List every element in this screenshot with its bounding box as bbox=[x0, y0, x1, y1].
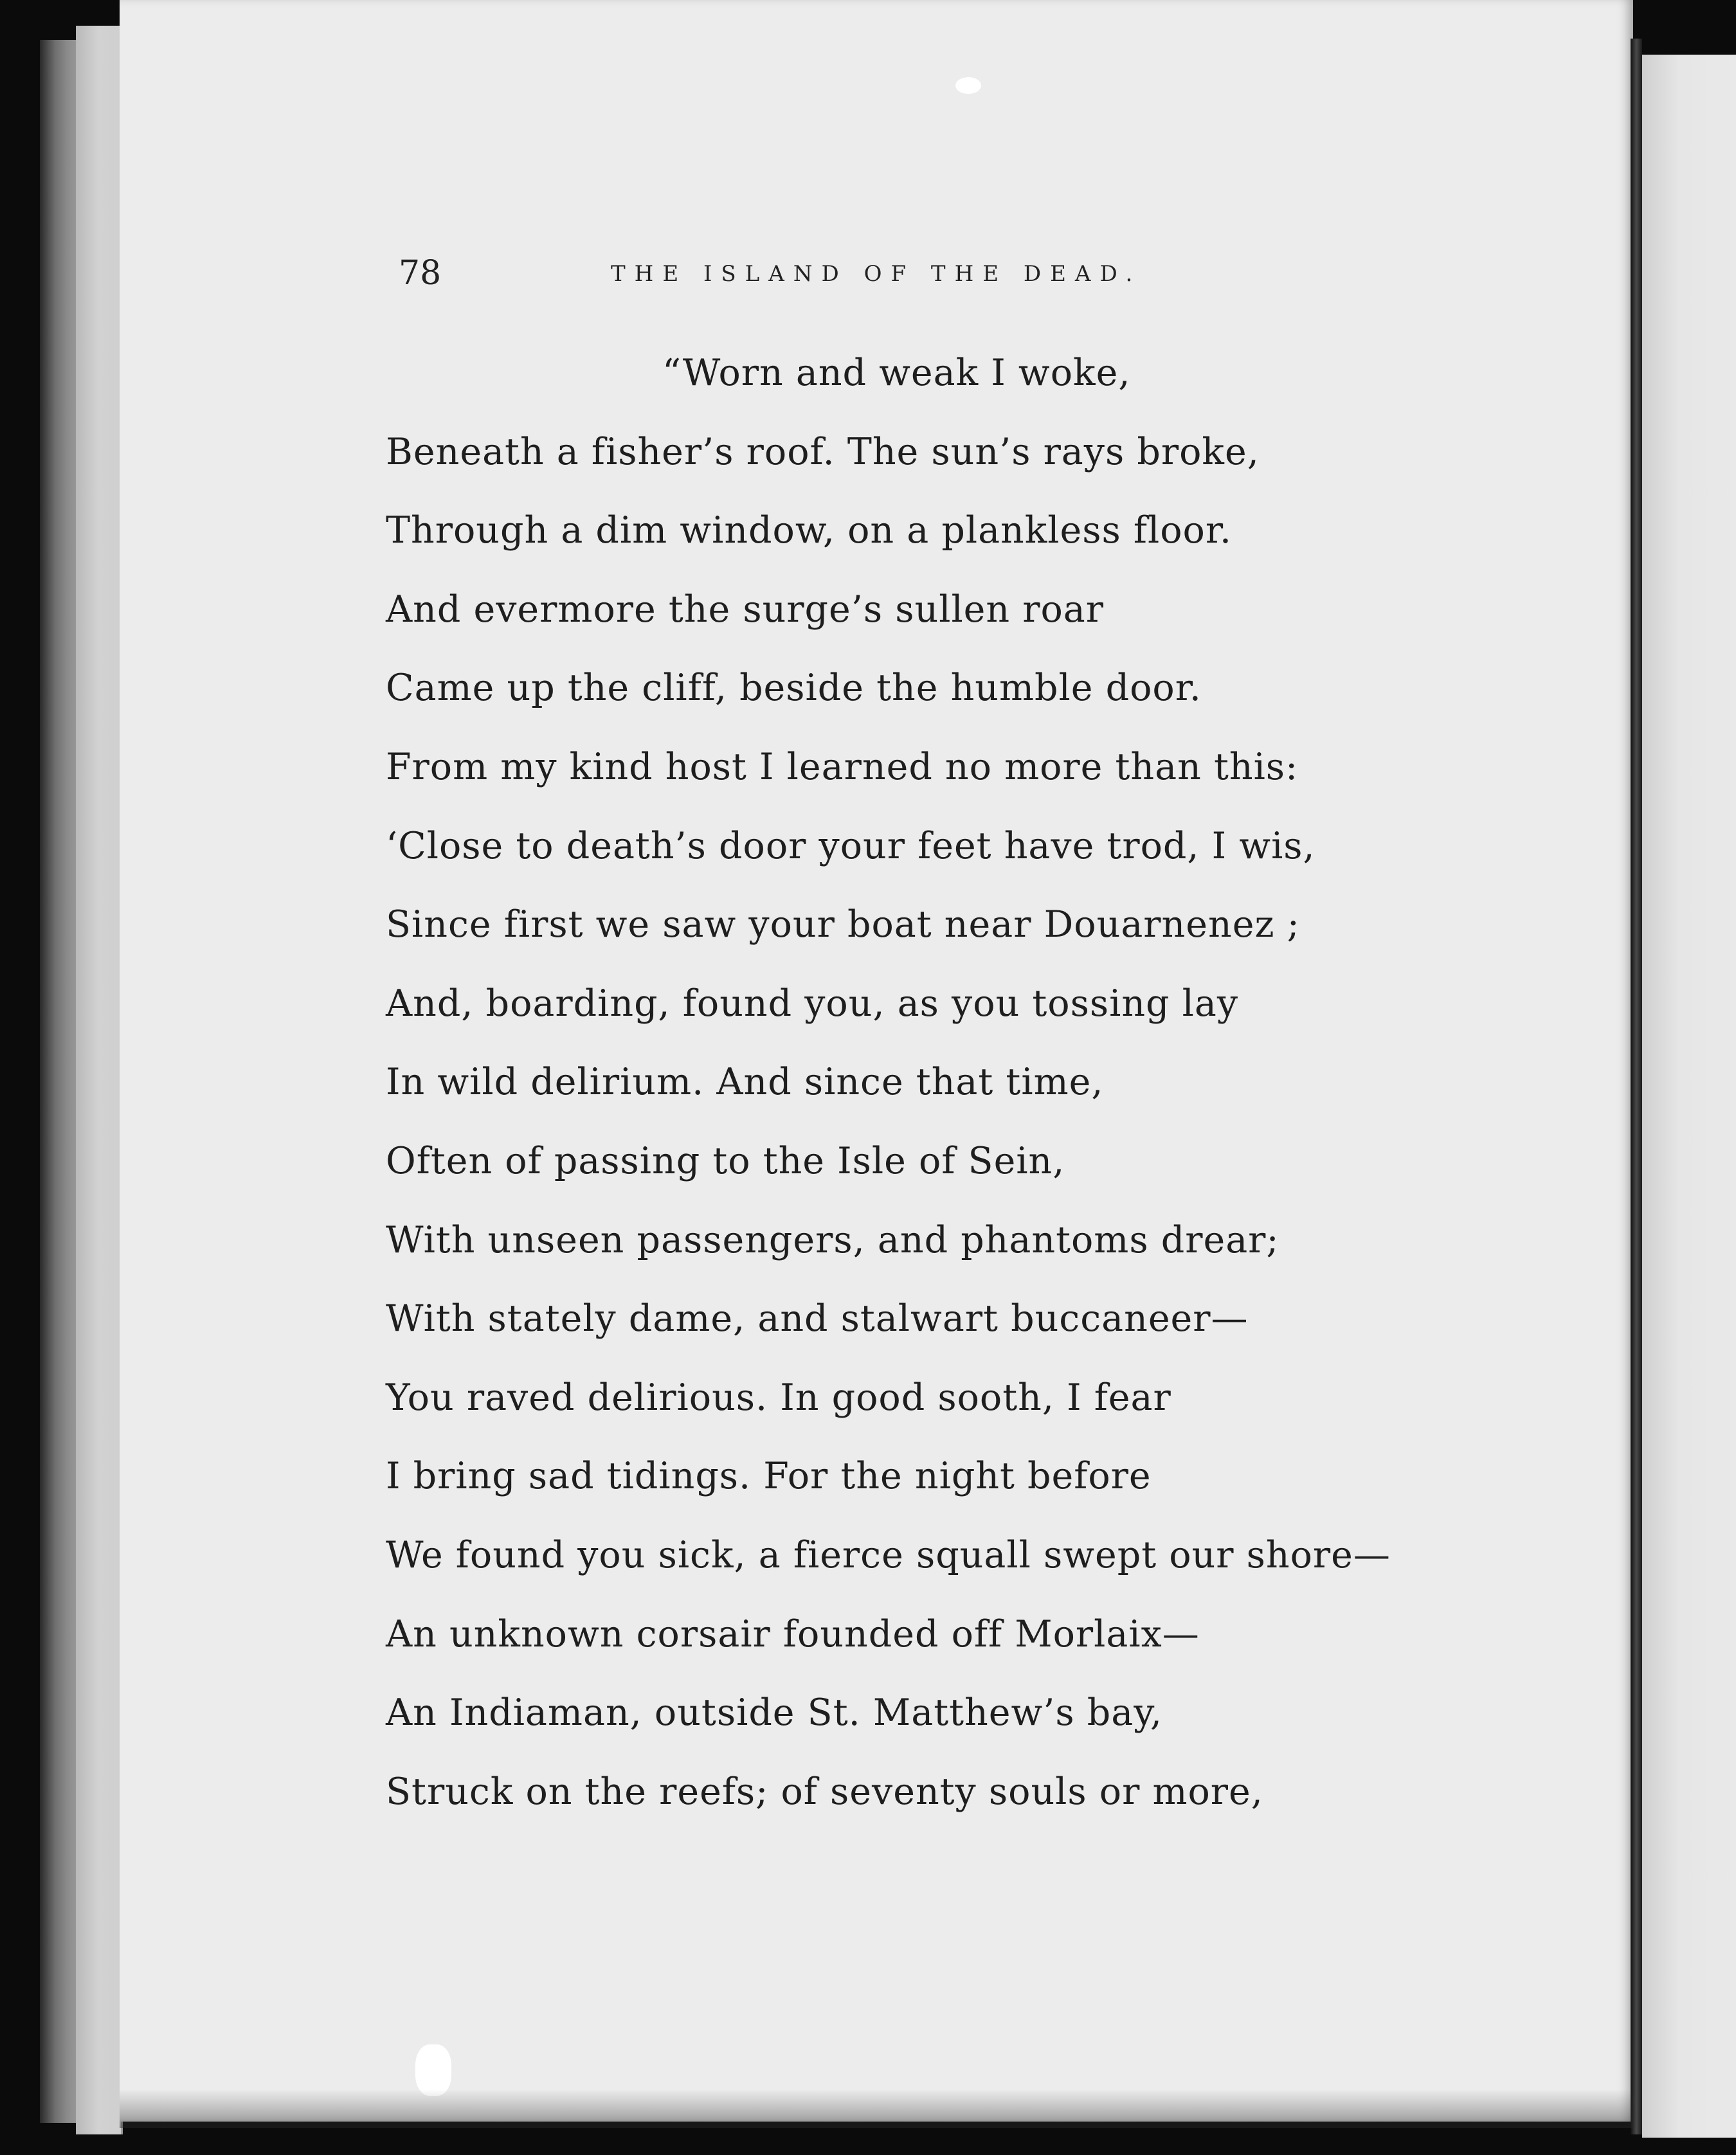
page-header bbox=[399, 251, 1286, 296]
poem-line: We found you sick, a fierce squall swept our shore— bbox=[386, 1533, 1391, 1576]
poem-line: Often of passing to the Isle of Sein, bbox=[386, 1139, 1065, 1182]
poem-line: ‘Close to death’s door your feet have trod, I wis, bbox=[386, 824, 1316, 867]
poem-text bbox=[386, 350, 1492, 1848]
poem-line: Through a dim window, on a plankless floor. bbox=[386, 509, 1232, 552]
poem-line: “Worn and weak I woke, bbox=[662, 352, 1131, 394]
poem-line: Came up the cliff, beside the humble door. bbox=[386, 667, 1202, 710]
page-edges-dark bbox=[40, 40, 78, 2123]
poem-line: An Indiaman, outside St. Matthew’s bay, bbox=[386, 1691, 1162, 1735]
poem-line: With stately dame, and stalwart buccaneer— bbox=[386, 1297, 1249, 1340]
paper-speck bbox=[955, 77, 981, 94]
poem-line: And, boarding, found you, as you tossing lay bbox=[386, 982, 1239, 1025]
running-head: THE ISLAND OF THE DEAD. bbox=[611, 261, 1142, 287]
poem-line: I bring sad tidings. For the night before bbox=[386, 1455, 1152, 1498]
poem-line: You raved delirious. In good sooth, I fear bbox=[386, 1376, 1171, 1419]
paper-speck bbox=[415, 2044, 451, 2096]
book-gutter bbox=[1631, 39, 1642, 2134]
poem-line: In wild delirium. And since that time, bbox=[386, 1061, 1104, 1104]
poem-line: With unseen passengers, and phantoms drear; bbox=[386, 1218, 1279, 1261]
page-bottom-shadow bbox=[120, 2089, 1633, 2128]
page-edges-light bbox=[76, 26, 123, 2134]
facing-page-edge bbox=[1642, 55, 1736, 2138]
poem-line: Struck on the reefs; of seventy souls or more, bbox=[386, 1770, 1263, 1813]
poem-line: From my kind host I learned no more than this: bbox=[386, 745, 1299, 788]
poem-line: And evermore the surge’s sullen roar bbox=[386, 588, 1105, 631]
poem-line: An unknown corsair founded off Morlaix— bbox=[386, 1612, 1200, 1655]
page-number: 78 bbox=[399, 254, 442, 293]
poem-line: Beneath a fisher’s roof. The sun’s rays broke, bbox=[386, 430, 1260, 473]
poem-line: Since first we saw your boat near Douarnenez ; bbox=[386, 903, 1300, 946]
